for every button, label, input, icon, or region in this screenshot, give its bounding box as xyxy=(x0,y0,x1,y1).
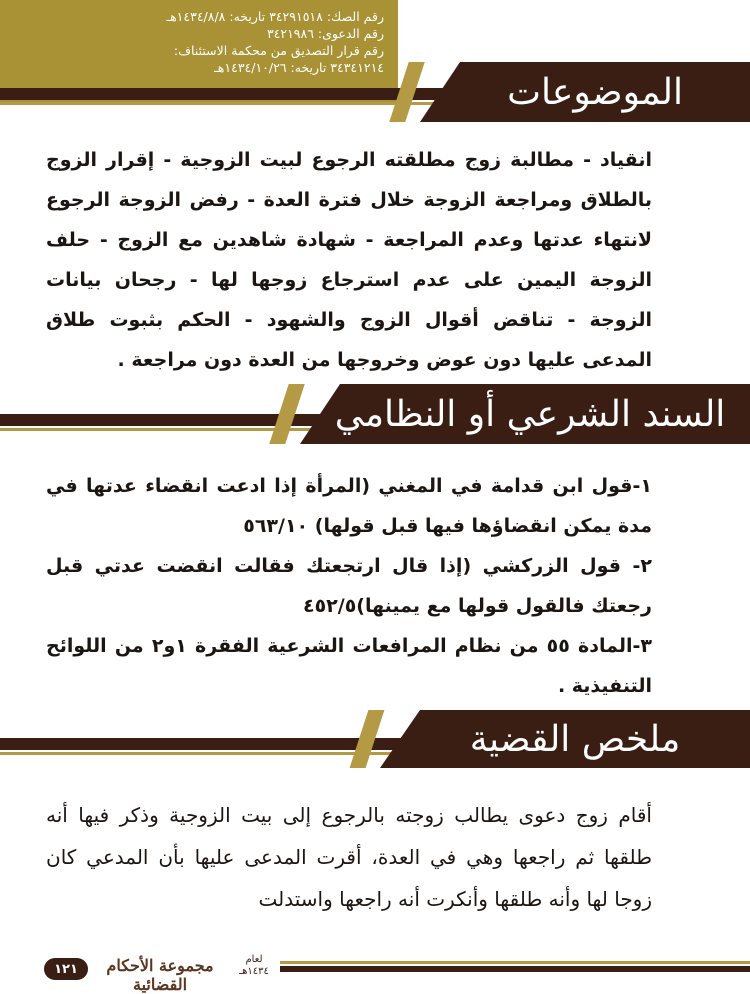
legal-basis-item-1: ١-قول ابن قدامة في المغني (المرأة إذا ادعت انقضاء عدتها في مدة يمكن انقضاؤها فيها قبل قولها) ٥٦٣/١٠ xyxy=(46,475,652,537)
legal-basis-heading: السند الشرعي أو النظامي xyxy=(334,393,726,435)
topics-heading: الموضوعات xyxy=(507,71,683,113)
section-header-case-summary xyxy=(0,710,750,768)
case-summary-text: أقام زوج دعوى يطالب زوجته بالرجوع إلى بيت الزوجية وذكر فيها أنه طلقها ثم راجعها وهي في العدة، أقرت المدعى عليها بأن المدعي كان زوجا لها وأنه طلقها وأنكرت أنه راجعها واستدلت xyxy=(46,803,652,911)
case-appeal-label: رقم قرار التصديق من محكمة الاستئناف: xyxy=(173,43,384,58)
case-deed-number: رقم الصك: ٣٤٢٩١٥١٨ تاريخه: ١٤٣٤/٨/٨هـ xyxy=(166,9,384,24)
page-footer xyxy=(0,952,750,994)
case-claim-number: رقم الدعوى: ٣٤٢١٩٨٦ xyxy=(266,26,384,41)
topics-text: انقياد - مطالبة زوج مطلقته الرجوع لبيت الزوجية - إقرار الزوج بالطلاق ومراجعة الزوجة خلال فترة العدة - رفض الزوجة الرجوع لانتهاء عدتها وعدم المراجعة - شهادة شاهدين مع الزوج - حلف الزوجة اليمين على عدم استرجاع زوجها لها - رجحان بيانات الزوجة - تناقض أقوال الزوج والشهود - الحكم بثبوت طلاق المدعى عليها دون عوض وخروجها من العدة دون مراجعة . xyxy=(46,149,652,371)
page-number: ١٢١ xyxy=(44,958,88,980)
section-header-topics xyxy=(0,62,750,122)
case-summary-heading: ملخص القضية xyxy=(469,718,681,760)
publication-year: لعام ١٤٣٤هـ xyxy=(239,954,269,977)
case-appeal-number: ٣٤٣٤١٢١٤ تاريخه: ١٤٣٤/١٠/٢٦هـ xyxy=(214,60,384,75)
legal-basis-item-2: ٢- قول الزركشي (إذا قال ارتجعتك فقالت انقضت عدتي قبل رجعتك فالقول قولها مع يمينها)٤٥٢/٥ xyxy=(46,555,652,617)
legal-basis-item-3: ٣-المادة ٥٥ من نظام المرافعات الشرعية الفقرة ١و٢ من اللوائح التنفيذية . xyxy=(46,635,653,697)
footer-rule xyxy=(280,966,750,972)
section-header-legal-basis xyxy=(0,384,750,444)
publication-title: مجموعة الأحكام القضائية xyxy=(106,956,214,994)
